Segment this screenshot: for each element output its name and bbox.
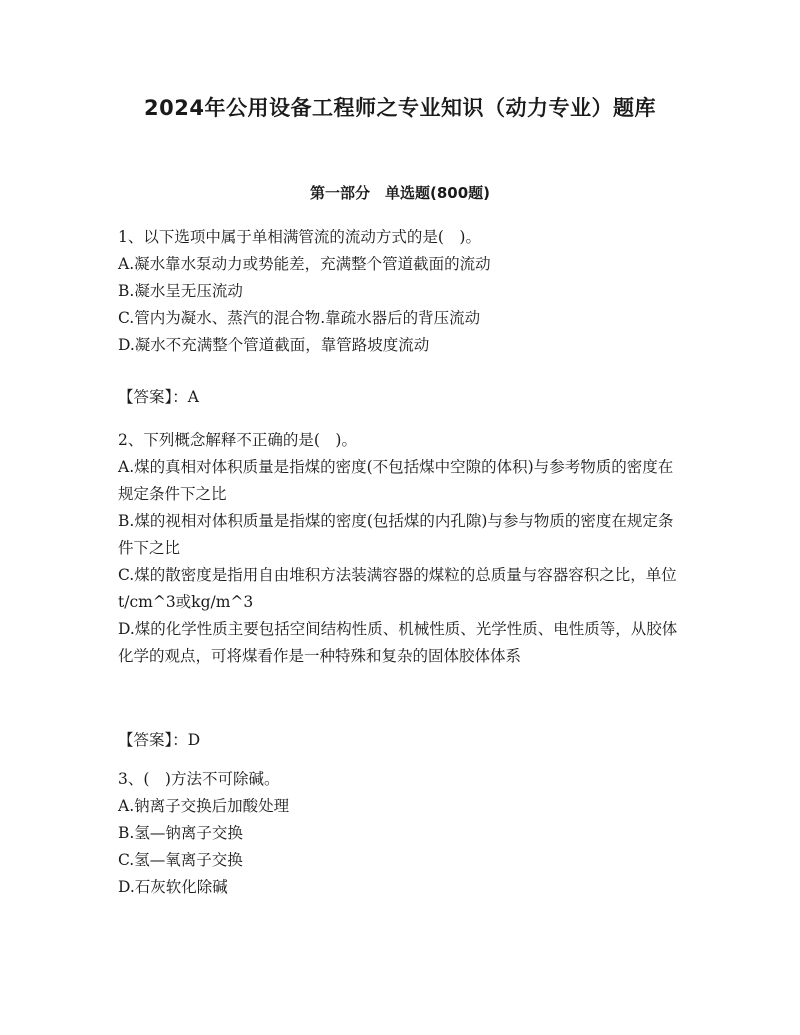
option-a: A.凝水靠水泵动力或势能差，充满整个管道截面的流动: [118, 255, 491, 273]
option-c: C.氢—氧离子交换: [118, 851, 243, 869]
question-2: [118, 427, 688, 670]
option-d: D.石灰软化除碱: [118, 878, 228, 896]
option-c: C.管内为凝水、蒸汽的混合物.靠疏水器后的背压流动: [118, 309, 481, 327]
option-d: D.煤的化学性质主要包括空间结构性质、机械性质、光学性质、电性质等，从胶体化学的观点，可将煤看作是一种特殊和复杂的固体胶体体系: [118, 620, 678, 665]
option-b: B.煤的视相对体积质量是指煤的密度(包括煤的内孔隙)与参与物质的密度在规定条件下之比: [118, 512, 674, 557]
question-1: [118, 224, 688, 359]
option-d: D.凝水不充满整个管道截面，靠管路坡度流动: [118, 336, 430, 354]
option-b: B.氢—钠离子交换: [118, 824, 243, 842]
option-b: B.凝水呈无压流动: [118, 282, 243, 300]
answer-2: 【答案】：D: [118, 731, 201, 749]
option-c: C.煤的散密度是指用自由堆积方法装满容器的煤粒的总质量与容器容积之比，单位t/cm^3或kg/m^3: [118, 566, 677, 611]
question-3: [118, 766, 688, 901]
question-stem: 1、以下选项中属于单相满管流的流动方式的是( )。: [118, 228, 481, 246]
answer-1: 【答案】：A: [118, 388, 199, 406]
section-heading: 第一部分 单选题(800题): [309, 184, 491, 202]
option-a: A.钠离子交换后加酸处理: [118, 797, 290, 815]
option-a: A.煤的真相对体积质量是指煤的密度(不包括煤中空隙的体积)与参考物质的密度在规定条件下之比: [118, 458, 674, 503]
question-stem: 2、下列概念解释不正确的是( )。: [118, 431, 357, 449]
question-stem: 3、( )方法不可除碱。: [118, 770, 280, 788]
document-title: 2024年公用设备工程师之专业知识（动力专业）题库: [144, 96, 656, 120]
